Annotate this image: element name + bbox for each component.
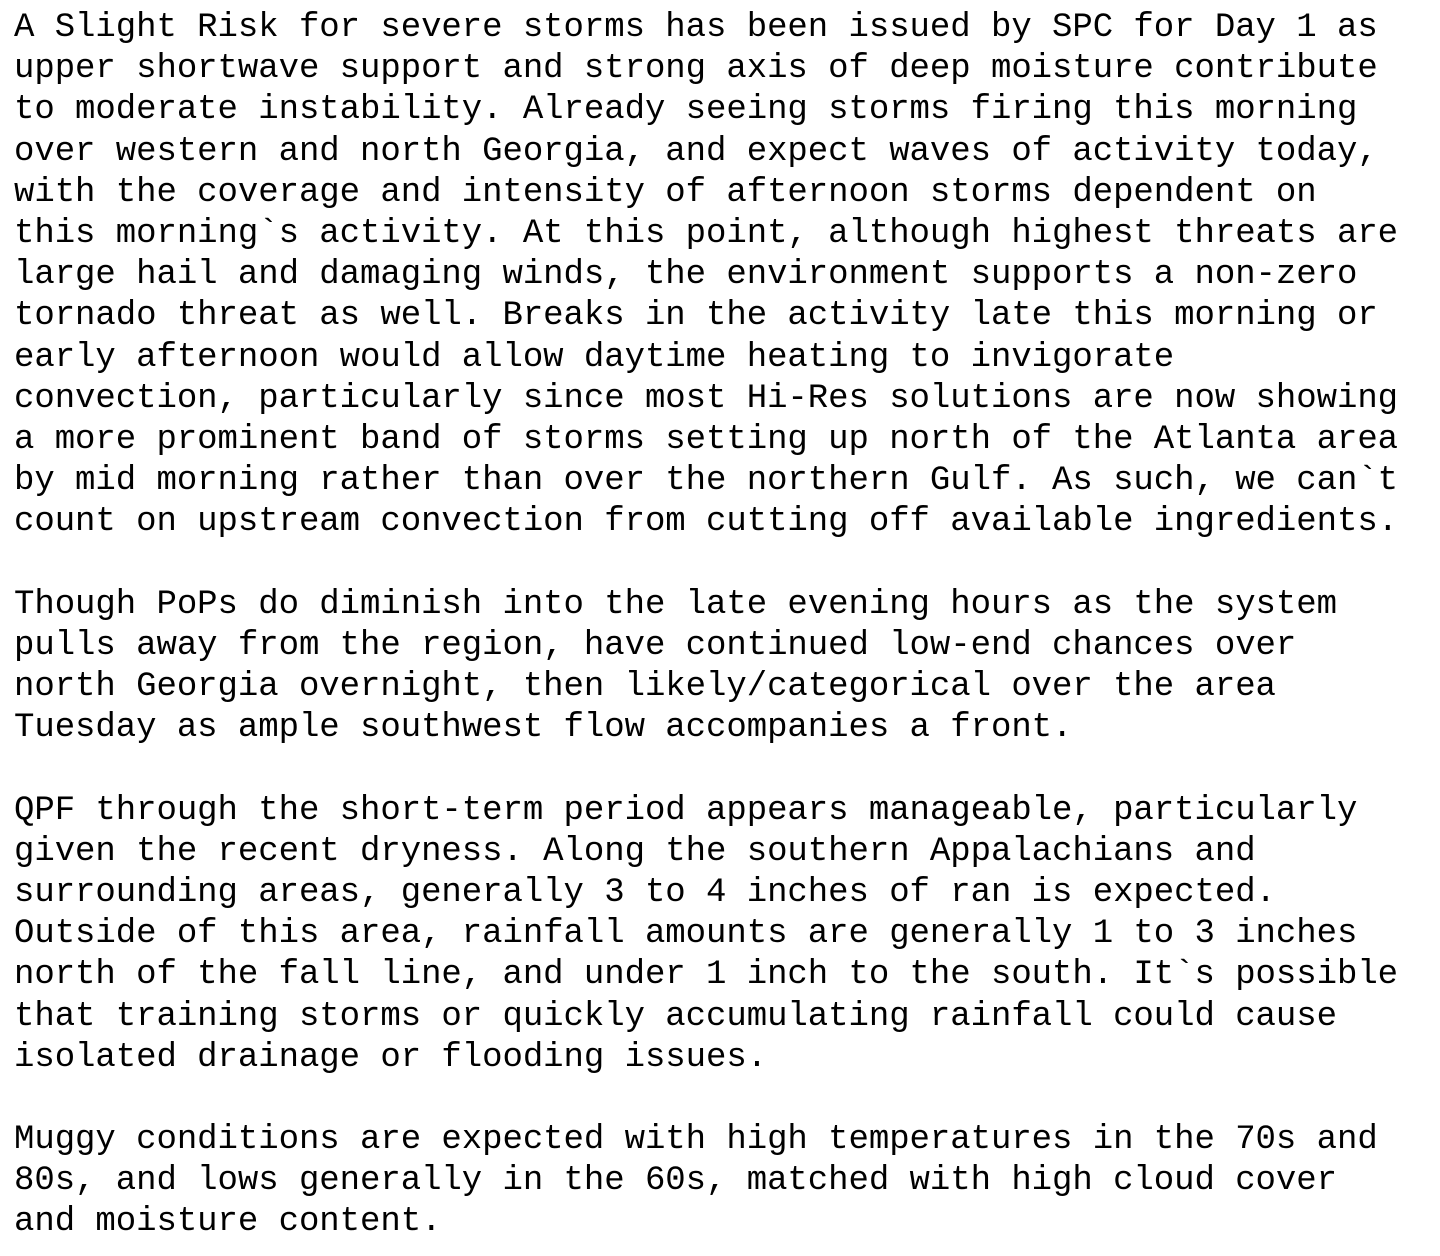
severe-storms-paragraph xyxy=(14,8,1434,543)
text-line: given the recent dryness. Along the southern Appalachians and xyxy=(14,832,1256,871)
text-line: a more prominent band of storms setting up north of the Atlanta area xyxy=(14,420,1399,459)
text-line: tornado threat as well. Breaks in the activity late this morning or xyxy=(14,297,1378,336)
text-line: and moisture content. xyxy=(14,1203,442,1242)
text-line: Muggy conditions are expected with high temperatures in the 70s and xyxy=(14,1121,1378,1160)
text-line: by mid morning rather than over the northern Gulf. As such, we can`t xyxy=(14,462,1399,501)
text-line: upper shortwave support and strong axis of deep moisture contribute xyxy=(14,50,1378,89)
text-line: 80s, and lows generally in the 60s, matched with high cloud cover xyxy=(14,1162,1337,1201)
text-line: count on upstream convection from cutting off available ingredients. xyxy=(14,503,1399,542)
pops-paragraph xyxy=(14,585,1434,750)
text-line: to moderate instability. Already seeing storms firing this morning xyxy=(14,91,1358,130)
text-line: that training storms or quickly accumulating rainfall could cause xyxy=(14,997,1337,1036)
text-line: north Georgia overnight, then likely/categorical over the area xyxy=(14,668,1276,706)
text-line: QPF through the short-term period appears manageable, particularly xyxy=(14,791,1358,830)
text-line: Outside of this area, rainfall amounts are generally 1 to 3 inches xyxy=(14,915,1358,954)
text-line: this morning`s activity. At this point, although highest threats are xyxy=(14,214,1399,253)
text-line: A Slight Risk for severe storms has been issued by SPC for Day 1 as xyxy=(14,9,1378,47)
text-line: with the coverage and intensity of afternoon storms dependent on xyxy=(14,173,1317,212)
qpf-paragraph xyxy=(14,791,1434,1079)
text-line: pulls away from the region, have continued low-end chances over xyxy=(14,626,1297,665)
text-line: Though PoPs do diminish into the late evening hours as the system xyxy=(14,585,1337,624)
text-line: large hail and damaging winds, the environment supports a non-zero xyxy=(14,256,1358,295)
text-line: over western and north Georgia, and expect waves of activity today, xyxy=(14,132,1378,171)
text-line: isolated drainage or flooding issues. xyxy=(14,1038,768,1077)
forecast-discussion xyxy=(14,8,1434,1244)
text-line: convection, particularly since most Hi-Res solutions are now showing xyxy=(14,379,1399,418)
text-line: surrounding areas, generally 3 to 4 inches of ran is expected. xyxy=(14,873,1276,912)
text-line: Tuesday as ample southwest flow accompanies a front. xyxy=(14,709,1073,748)
text-line: early afternoon would allow daytime heating to invigorate xyxy=(14,338,1175,377)
text-line: north of the fall line, and under 1 inch to the south. It`s possible xyxy=(14,956,1399,995)
temperatures-paragraph xyxy=(14,1120,1434,1244)
